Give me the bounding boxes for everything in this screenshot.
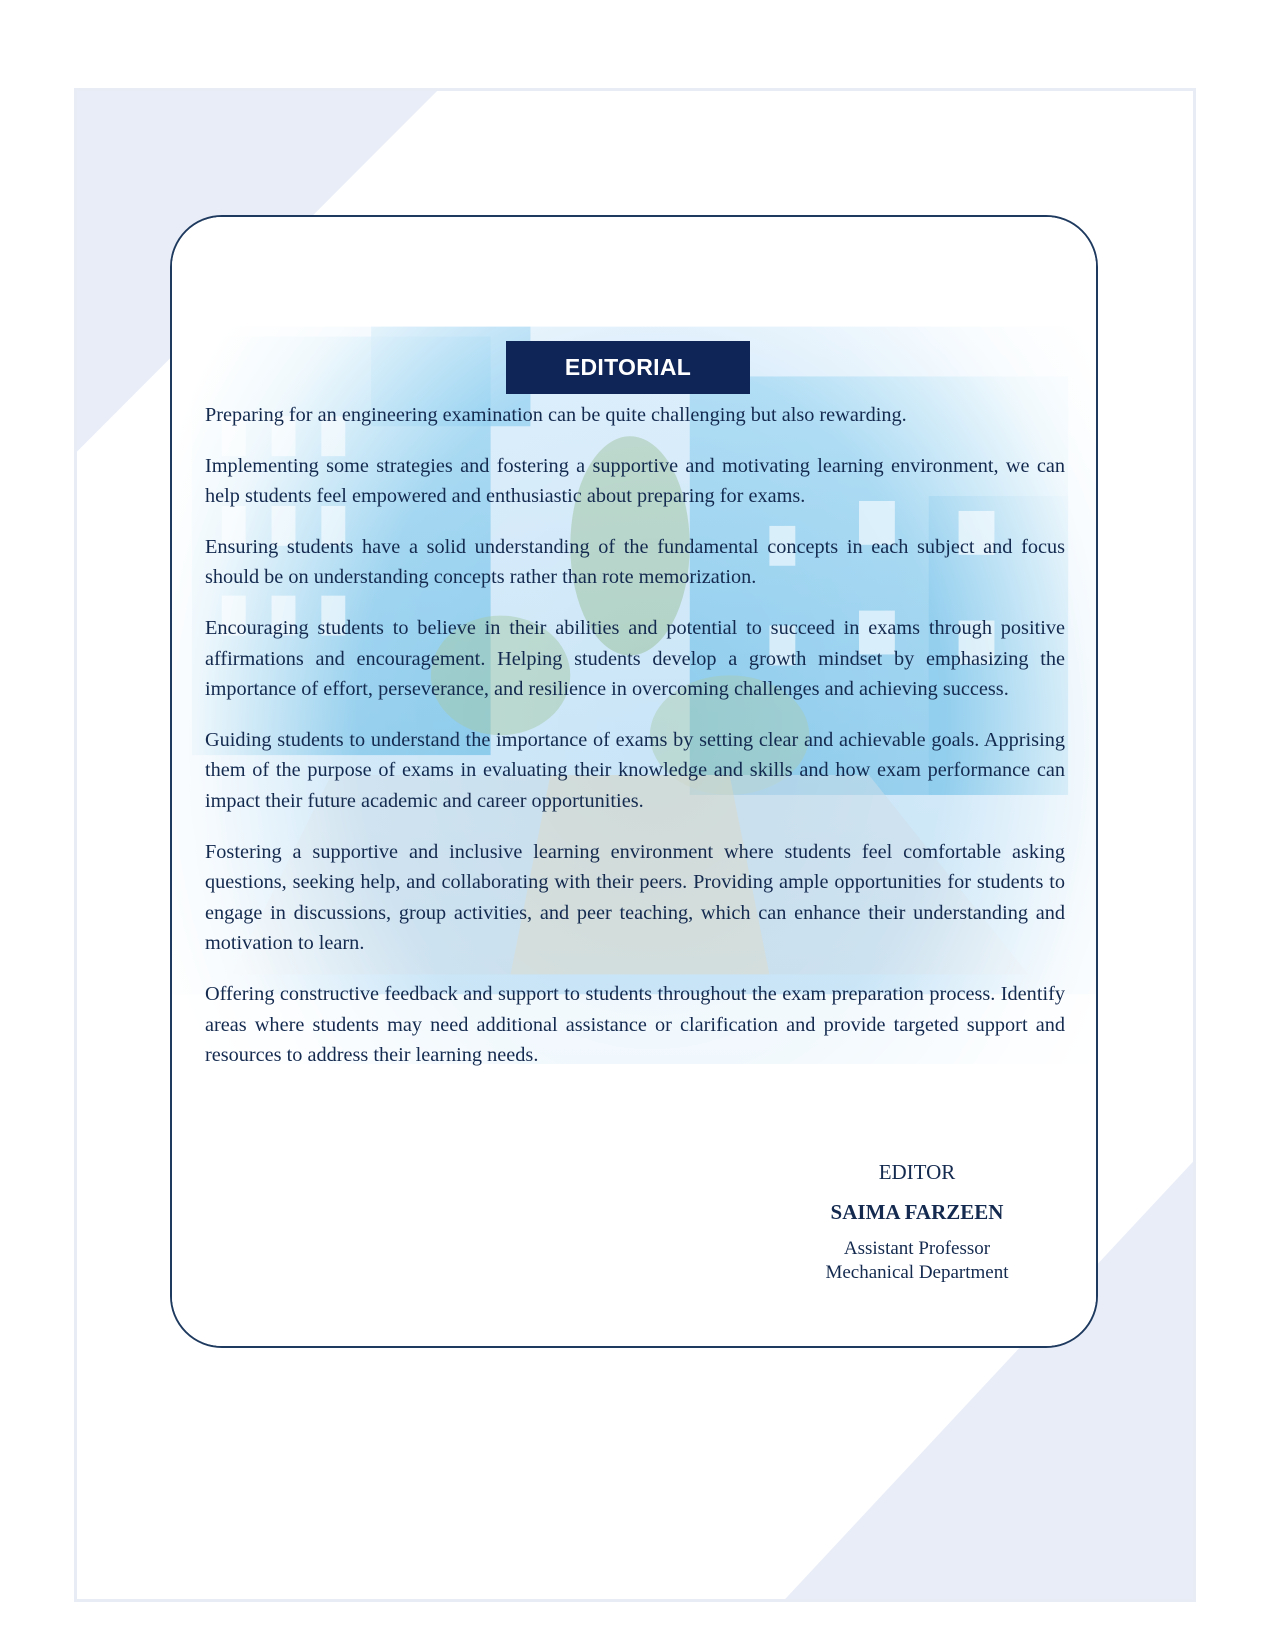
paragraph-1: Preparing for an engineering examination can be quite challenging but also rewarding. bbox=[205, 404, 907, 426]
paragraph-4: Encouraging students to believe in their abilities and potential to succeed in exams through positive affirmations and encouragement. Helping students develop a growth mindset by emphasizing the importance of effort, perseverance, and resilience in overcoming challenges and achieving success. bbox=[205, 616, 1065, 701]
editorial-heading-box bbox=[506, 341, 750, 394]
signature-name: SAIMA FARZEEN bbox=[830, 1200, 1004, 1224]
signature-department: Mechanical Department bbox=[825, 1262, 1009, 1283]
paragraph-3: Ensuring students have a solid understanding of the fundamental concepts in each subject and focus should be on understanding concepts rather than rote memorization. bbox=[205, 535, 1065, 589]
editorial-body bbox=[205, 400, 1065, 1091]
editorial-card bbox=[170, 215, 1098, 1348]
paragraph-2: Implementing some strategies and fostering a supportive and motivating learning environment, we can help students feel empowered and enthusiastic about preparing for exams. bbox=[205, 454, 1065, 508]
paragraph-6: Fostering a supportive and inclusive learning environment where students feel comfortable asking questions, seeking help, and collaborating with their peers. Providing ample opportunities for students to engage in discussions, group activities, and peer teaching, which can enhance their understanding and motivation to learn. bbox=[205, 840, 1065, 955]
signature-role: EDITOR bbox=[878, 1160, 956, 1184]
signature-block bbox=[802, 1159, 1032, 1285]
paragraph-7: Offering constructive feedback and support to students throughout the exam preparation process. Identify areas where students may need additional assistance or clarification and provide targeted support and resources to address their learning needs. bbox=[205, 982, 1065, 1067]
signature-title: Assistant Professor bbox=[843, 1238, 991, 1259]
editorial-heading: EDITORIAL bbox=[564, 354, 692, 380]
paragraph-5: Guiding students to understand the importance of exams by setting clear and achievable goals. Apprising them of the purpose of exams in evaluating their knowledge and skills and how exam performance can impact their future academic and career opportunities. bbox=[205, 728, 1065, 812]
